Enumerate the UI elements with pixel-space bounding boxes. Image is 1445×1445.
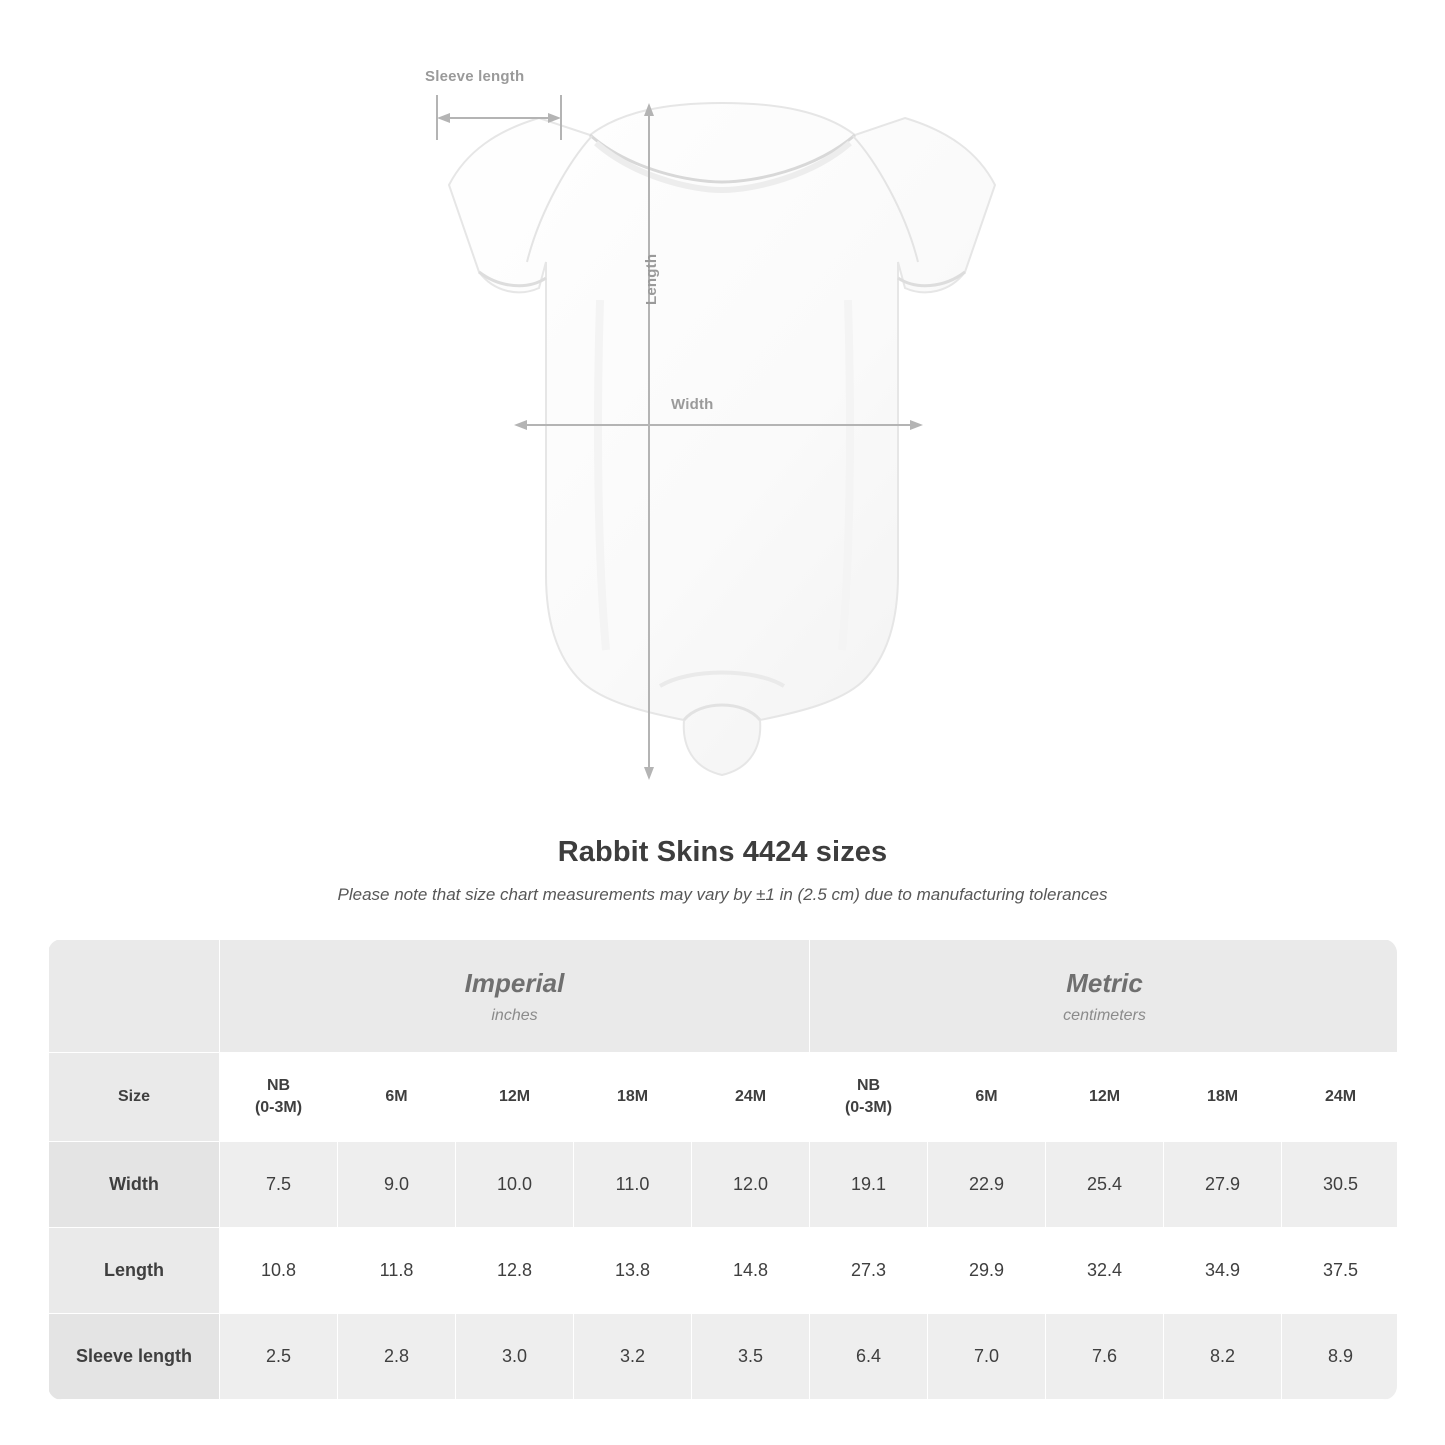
row-label-sleeve-length: Sleeve length <box>49 1314 220 1400</box>
table-row <box>49 1142 1398 1228</box>
cell-sleeve-imperial-12m: 3.0 <box>456 1314 574 1400</box>
cell-width-imperial-nb: 7.5 <box>220 1142 338 1228</box>
sleeve-arrow-right <box>548 113 561 123</box>
cell-sleeve-metric-18m: 8.2 <box>1164 1314 1282 1400</box>
cell-width-imperial-24m: 12.0 <box>692 1142 810 1228</box>
cell-length-imperial-6m: 11.8 <box>338 1228 456 1314</box>
cell-length-metric-6m: 29.9 <box>928 1228 1046 1314</box>
header-size-imperial-12m: 12M <box>456 1053 574 1142</box>
cell-sleeve-metric-12m: 7.6 <box>1046 1314 1164 1400</box>
cell-width-metric-12m: 25.4 <box>1046 1142 1164 1228</box>
table-row <box>49 1314 1398 1400</box>
row-label-width: Width <box>49 1142 220 1228</box>
header-size-label: Size <box>49 1053 220 1142</box>
cell-sleeve-imperial-24m: 3.5 <box>692 1314 810 1400</box>
unit-name-metric: Metric <box>1066 967 1143 998</box>
header-size-metric-18m: 18M <box>1164 1053 1282 1142</box>
width-arrow-left <box>514 420 527 430</box>
length-arrow-bottom <box>644 767 654 780</box>
size-table <box>48 939 1397 1400</box>
tolerance-note: Please note that size chart measurements may vary by ±1 in (2.5 cm) due to manufacturing tolerances <box>337 885 1108 904</box>
header-size-imperial-nb: NB (0-3M) <box>220 1053 338 1142</box>
page-title: Rabbit Skins 4424 sizes <box>557 836 888 868</box>
cell-sleeve-metric-24m: 8.9 <box>1282 1314 1397 1400</box>
unit-sub-metric: centimeters <box>1063 1006 1146 1024</box>
unit-header-metric <box>810 940 1397 1053</box>
cell-sleeve-metric-6m: 7.0 <box>928 1314 1046 1400</box>
cell-width-imperial-18m: 11.0 <box>574 1142 692 1228</box>
column-header-row <box>49 1053 1398 1142</box>
width-arrow-right <box>910 420 923 430</box>
cell-length-imperial-24m: 14.8 <box>692 1228 810 1314</box>
title-block <box>0 836 1445 905</box>
cell-width-imperial-12m: 10.0 <box>456 1142 574 1228</box>
cell-width-imperial-6m: 9.0 <box>338 1142 456 1228</box>
row-label-length: Length <box>49 1228 220 1314</box>
length-dimension-label: Length <box>643 253 660 305</box>
unit-sub-imperial: inches <box>491 1006 538 1024</box>
cell-length-imperial-nb: 10.8 <box>220 1228 338 1314</box>
cell-length-imperial-12m: 12.8 <box>456 1228 574 1314</box>
unit-header-row <box>49 940 1398 1053</box>
cell-width-metric-18m: 27.9 <box>1164 1142 1282 1228</box>
unit-header-corner <box>49 940 220 1053</box>
header-size-metric-6m: 6M <box>928 1053 1046 1142</box>
cell-length-metric-12m: 32.4 <box>1046 1228 1164 1314</box>
header-size-metric-24m: 24M <box>1282 1053 1397 1142</box>
cell-sleeve-metric-nb: 6.4 <box>810 1314 928 1400</box>
cell-sleeve-imperial-nb: 2.5 <box>220 1314 338 1400</box>
header-size-imperial-6m: 6M <box>338 1053 456 1142</box>
cell-width-metric-nb: 19.1 <box>810 1142 928 1228</box>
header-size-metric-nb: NB (0-3M) <box>810 1053 928 1142</box>
unit-header-imperial <box>220 940 810 1053</box>
cell-width-metric-6m: 22.9 <box>928 1142 1046 1228</box>
cell-length-imperial-18m: 13.8 <box>574 1228 692 1314</box>
cell-length-metric-24m: 37.5 <box>1282 1228 1397 1314</box>
cell-length-metric-nb: 27.3 <box>810 1228 928 1314</box>
header-size-imperial-18m: 18M <box>574 1053 692 1142</box>
size-table-wrapper <box>48 939 1397 1400</box>
sleeve-length-dimension-label: Sleeve length <box>425 68 525 85</box>
sleeve-arrow-left <box>437 113 450 123</box>
cell-sleeve-imperial-6m: 2.8 <box>338 1314 456 1400</box>
unit-name-imperial: Imperial <box>464 967 565 998</box>
cell-sleeve-imperial-18m: 3.2 <box>574 1314 692 1400</box>
table-row <box>49 1228 1398 1314</box>
header-size-imperial-24m: 24M <box>692 1053 810 1142</box>
header-size-metric-12m: 12M <box>1046 1053 1164 1142</box>
cell-width-metric-24m: 30.5 <box>1282 1142 1397 1228</box>
width-dimension-label: Width <box>671 396 714 413</box>
cell-length-metric-18m: 34.9 <box>1164 1228 1282 1314</box>
